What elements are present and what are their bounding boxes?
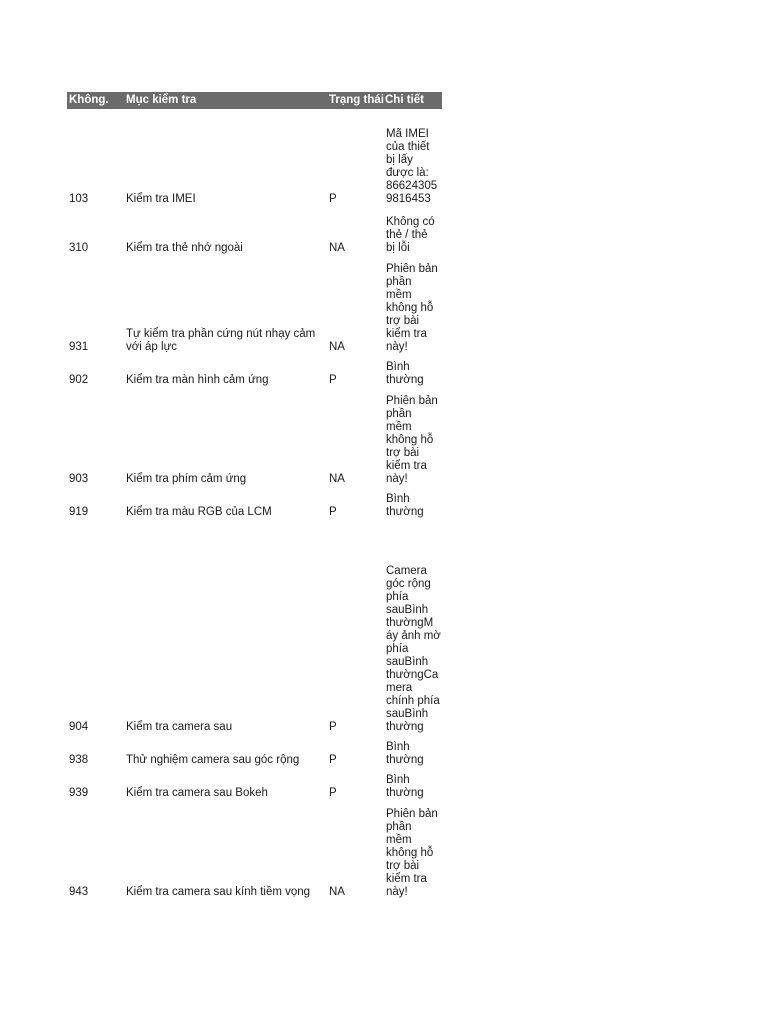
header-item: Mục kiểm tra xyxy=(126,94,197,106)
row-item: Kiểm tra thẻ nhớ ngoài xyxy=(126,242,243,254)
row-item: Kiểm tra camera sau Bokeh xyxy=(126,787,268,799)
row-no: 919 xyxy=(69,506,89,518)
row-no: 939 xyxy=(69,787,89,799)
table-row xyxy=(0,800,768,899)
table-row xyxy=(0,255,768,354)
row-status: NA xyxy=(329,341,345,353)
row-no: 903 xyxy=(69,473,89,485)
table-row xyxy=(0,486,768,519)
row-detail: Bình thường xyxy=(386,361,424,386)
row-detail: Mã IMEI của thiết bị lấy được là: 86624305 9816453 xyxy=(386,128,438,205)
row-status: P xyxy=(329,754,337,766)
table-row xyxy=(0,767,768,800)
table-header xyxy=(67,92,442,109)
table-row xyxy=(0,354,768,387)
row-no: 103 xyxy=(69,193,89,205)
row-status: NA xyxy=(329,242,345,254)
row-item: Kiểm tra camera sau kính tiềm vọng xyxy=(126,886,311,898)
table-row xyxy=(0,734,768,767)
row-no: 904 xyxy=(69,721,89,733)
row-detail: Bình thường xyxy=(386,741,424,766)
row-status: P xyxy=(329,374,337,386)
table-row xyxy=(0,387,768,486)
row-no: 902 xyxy=(69,374,89,386)
row-item: Kiểm tra camera sau xyxy=(126,721,233,733)
row-item: Thử nghiệm camera sau góc rộng xyxy=(126,754,300,766)
row-status: NA xyxy=(329,886,345,898)
table-row xyxy=(0,206,768,255)
row-item: Tự kiểm tra phần cứng nút nhạy cảm với áp lực xyxy=(126,328,316,353)
row-detail: Phiên bản phần mềm không hỗ trợ bài kiểm tra này! xyxy=(386,808,438,898)
row-no: 931 xyxy=(69,341,89,353)
row-item: Kiểm tra phím cảm ứng xyxy=(126,473,247,485)
row-no: 938 xyxy=(69,754,89,766)
header-status: Trạng thái xyxy=(329,94,384,106)
row-no: 943 xyxy=(69,886,89,898)
header-no: Không. xyxy=(69,94,109,106)
row-detail: Bình thường xyxy=(386,493,424,518)
row-item: Kiểm tra màu RGB của LCM xyxy=(126,506,272,518)
row-detail: Bình thường xyxy=(386,774,424,799)
row-detail: Phiên bản phần mềm không hỗ trợ bài kiểm tra này! xyxy=(386,395,438,485)
row-status: NA xyxy=(329,473,345,485)
row-no: 310 xyxy=(69,242,89,254)
row-item: Kiểm tra màn hình cảm ứng xyxy=(126,374,269,386)
row-status: P xyxy=(329,506,337,518)
table-row xyxy=(0,519,768,734)
table-row xyxy=(0,110,768,206)
row-detail: Camera góc rộng phía sauBình thườngM áy ảnh mờ phía sauBình thườngCa mera chính phía sauBình thường xyxy=(386,565,441,733)
row-detail: Phiên bản phần mềm không hỗ trợ bài kiểm tra này! xyxy=(386,263,438,353)
row-status: P xyxy=(329,721,337,733)
row-detail: Không có thẻ / thẻ bị lỗi xyxy=(386,216,435,254)
header-detail: Chi tiết xyxy=(385,94,424,106)
row-status: P xyxy=(329,787,337,799)
row-item: Kiểm tra IMEI xyxy=(126,193,196,205)
row-status: P xyxy=(329,193,337,205)
